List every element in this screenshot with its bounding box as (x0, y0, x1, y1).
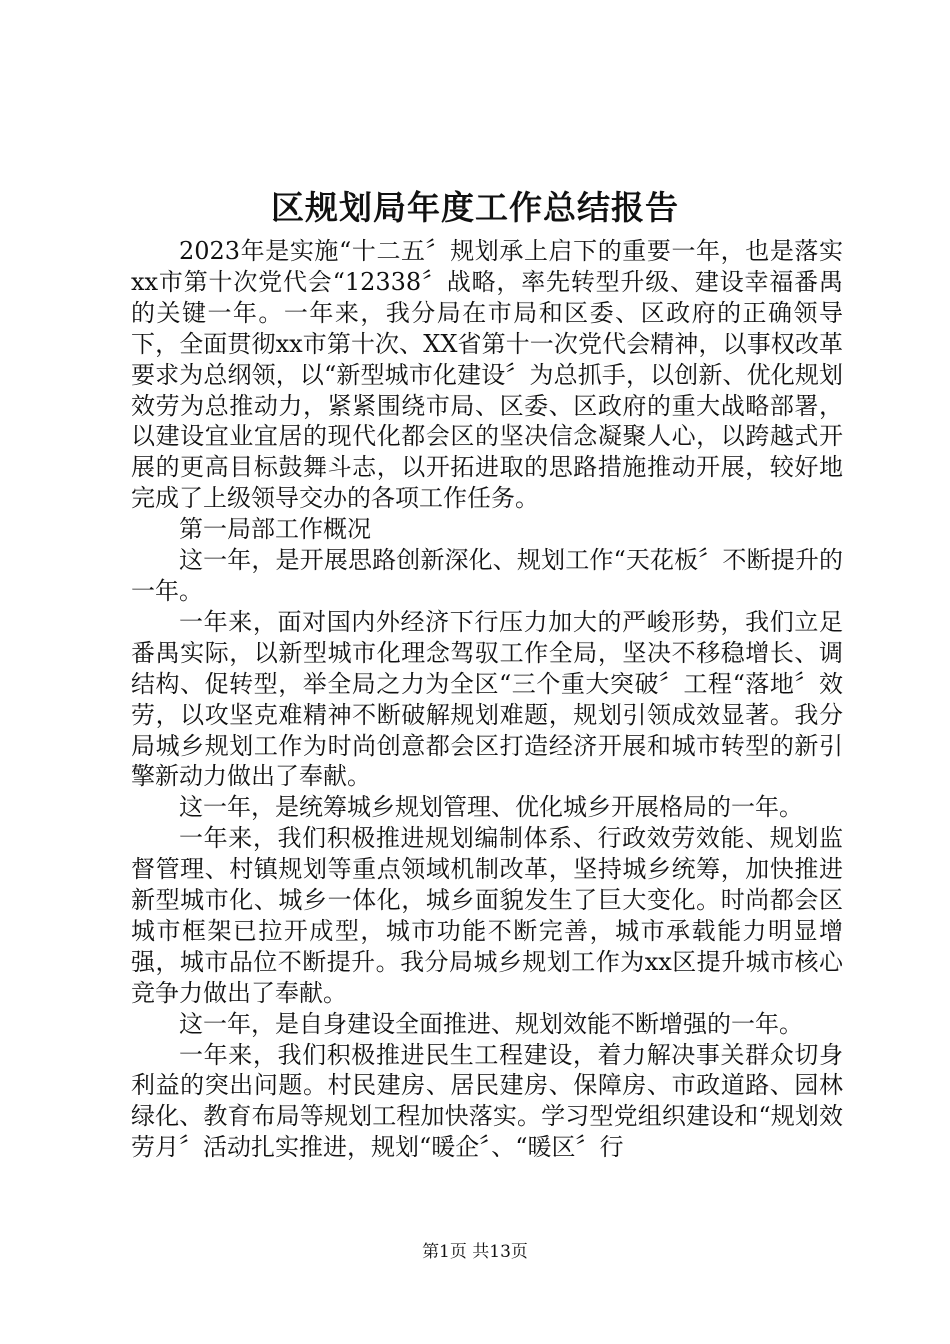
page-footer: 第1页 共13页 (422, 1242, 528, 1262)
paragraph: 这一年，是开展思路创新深化、规划工作“天花板〞不断提升的一年。 (131, 546, 843, 605)
paragraph: 一年来，我们积极推进民生工程建设，着力解决事关群众切身利益的突出问题。村民建房、居民建房、保障房、市政道路、园林绿化、教育布局等规划工程加快落实。学习型党组织建设和“规划效劳月〞活动扎实推进，规划“暖企〞、“暖区〞行 (131, 1040, 843, 1162)
document-title: 区规划局年度工作总结报告 (271, 188, 679, 227)
section-heading: 第一局部工作概况 (179, 515, 371, 544)
paragraph: 这一年，是自身建设全面推进、规划效能不断增强的一年。 (179, 1009, 803, 1038)
paragraph-intro: 2023年是实施“十二五〞规划承上启下的重要一年，也是落实xx市第十次党代会“12338〞战略，率先转型升级、建设幸福番禺的关键一年。一年来，我分局在市局和区委、区政府的正确领导下，全面贯彻xx市第十次、XX省第十一次党代会精神，以事权改革要求为总纲领，以“新型城市化建设〞为总抓手，以创新、优化规划效劳为总推动力，紧紧围绕市局、区委、区政府的重大战略部署，以建设宜业宜居的现代化都会区的坚决信念凝聚人心，以跨越式开展的更高目标鼓舞斗志，以开拓进取的思路措施推动开展，较好地完成了上级领导交办的各项工作任务。 (131, 237, 843, 513)
paragraph: 这一年，是统筹城乡规划管理、优化城乡开展格局的一年。 (179, 793, 803, 822)
document-body (131, 236, 843, 1163)
paragraph: 一年来，我们积极推进规划编制体系、行政效劳效能、规划监督管理、村镇规划等重点领域机制改革，坚持城乡统筹，加快推进新型城市化、城乡一体化，城乡面貌发生了巨大变化。时尚都会区城市框架已拉开成型，城市功能不断完善，城市承载能力明显增强，城市品位不断提升。我分局城乡规划工作为xx区提升城市核心竞争力做出了奉献。 (131, 824, 843, 1007)
paragraph: 一年来，面对国内外经济下行压力加大的严峻形势，我们立足番禺实际，以新型城市化理念驾驭工作全局，坚决不移稳增长、调结构、促转型，举全局之力为全区“三个重大突破〞工程“落地〞效劳，以攻坚克难精神不断破解规划难题，规划引领成效显著。我分局城乡规划工作为时尚创意都会区打造经济开展和城市转型的新引擎新动力做出了奉献。 (131, 607, 843, 791)
